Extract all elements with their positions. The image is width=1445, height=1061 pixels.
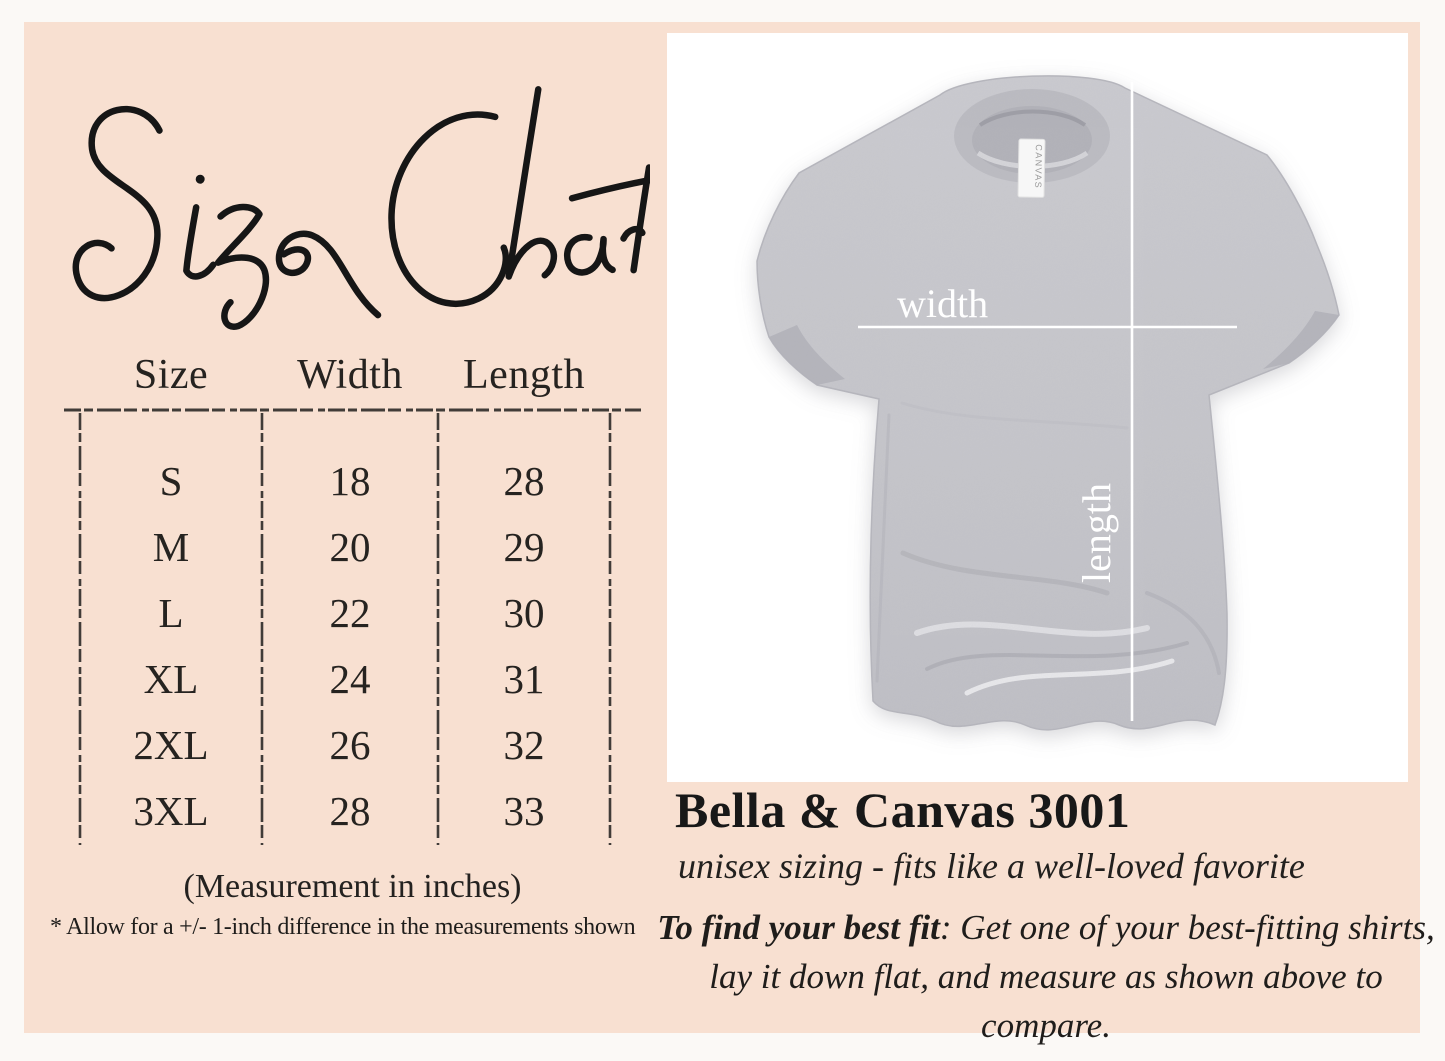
table-cell-size: L [158,590,184,636]
fit-tip-lead: To find your best fit [657,908,940,947]
table-row [64,448,641,514]
neck-tag-text: CANVAS [1033,144,1044,190]
table-row [64,580,641,646]
size-table-body [64,448,641,844]
table-cell-size: M [152,524,190,570]
tshirt-illustration [727,53,1367,753]
size-table [64,340,641,960]
table-cell-length: 30 [503,590,545,636]
table-cell-length: 29 [503,524,545,570]
table-row [64,778,641,844]
header-width: Width [297,352,403,398]
table-cell-size: XL [143,656,199,702]
table-row [64,646,641,712]
header-size: Size [133,352,209,398]
product-name: Bella & Canvas 3001 [675,782,1131,838]
fit-tip-line2: lay it down flat, and measure as shown above to compare. [709,957,1383,1045]
table-cell-width: 24 [329,656,371,702]
size-chart-title [46,46,650,334]
table-cell-length: 33 [503,788,545,834]
measurement-units-caption: (Measurement in inches) [183,868,522,905]
table-cell-size: 2XL [133,722,209,768]
table-cell-width: 20 [329,524,371,570]
table-cell-size: 3XL [133,788,209,834]
length-label: length [1074,483,1119,583]
table-row [64,514,641,580]
table-cell-length: 28 [503,458,545,504]
tshirt-graphic [667,33,1408,782]
tolerance-footnote: * Allow for a +/- 1-inch difference in the measurements shown [50,914,636,940]
table-cell-width: 22 [329,590,371,636]
neck-tag [1018,139,1045,197]
size-table-header [64,340,641,410]
fit-tip [650,903,1442,1050]
table-cell-width: 28 [329,788,371,834]
script-title-strokes [70,85,650,332]
product-tagline: unisex sizing - fits like a well-loved favorite [678,846,1305,886]
tshirt-photo [667,33,1408,782]
table-cell-length: 32 [503,722,545,768]
table-row [64,712,641,778]
table-cell-width: 26 [329,722,371,768]
table-cell-size: S [159,458,183,504]
table-cell-width: 18 [329,458,371,504]
width-label: width [897,281,989,326]
header-length: Length [463,352,585,398]
table-cell-length: 31 [503,656,545,702]
fit-tip-rest: : Get one of your best-fitting shirts, [939,908,1435,947]
